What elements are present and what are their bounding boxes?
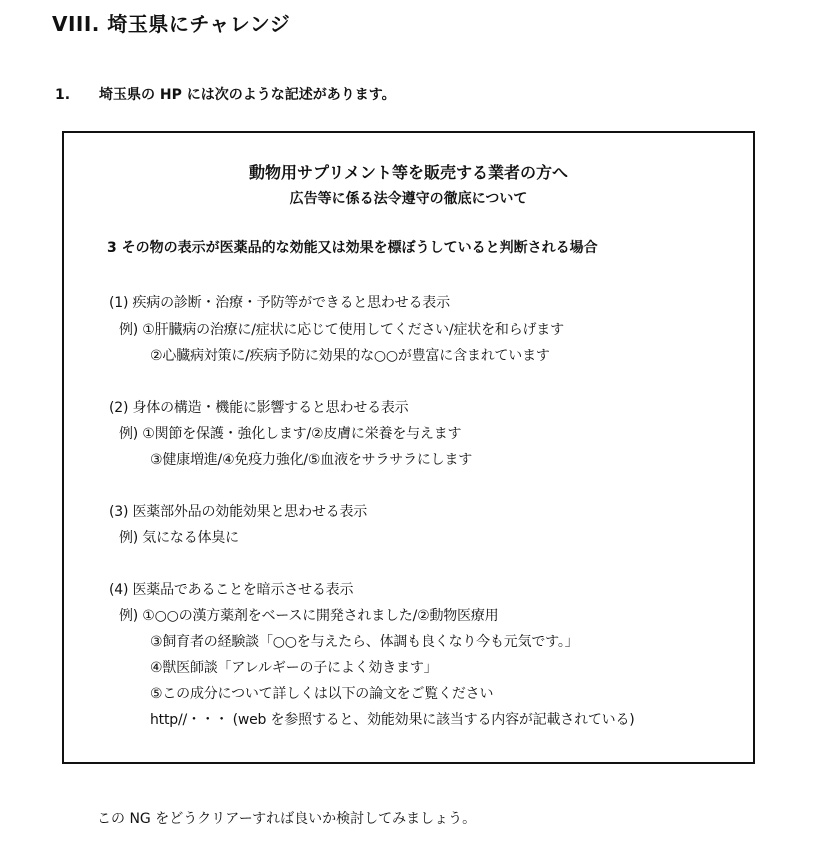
- item-heading: (4) 医薬品であることを暗示させる表示: [109, 582, 354, 598]
- question-text: 埼玉県の HP には次のような記述があります。: [99, 87, 396, 103]
- example-line: 例) ①肝臓病の治療に/症状に応じて使用してください/症状を和らげます: [119, 322, 564, 338]
- quote-box: [62, 131, 755, 764]
- example-line: 例) ①○○の漢方薬剤をベースに開発されました/②動物医療用: [119, 608, 499, 624]
- section-title: VIII. 埼玉県にチャレンジ: [52, 12, 291, 36]
- question: [55, 84, 396, 104]
- item-heading: (2) 身体の構造・機能に影響すると思わせる表示: [109, 400, 409, 416]
- example-line: ③健康増進/④免疫力強化/⑤血液をサラサラにします: [150, 452, 473, 468]
- box-heading: 3 その物の表示が医薬品的な効能又は効果を標ぼうしていると判断される場合: [107, 240, 598, 256]
- item-heading: (1) 疾病の診断・治療・予防等ができると思わせる表示: [109, 295, 450, 311]
- question-number: 1.: [55, 87, 71, 103]
- example-line: 例) 気になる体臭に: [119, 530, 239, 546]
- example-line: http//・・・ (web を参照すると、効能効果に該当する内容が記載されている): [150, 712, 635, 728]
- footer-prompt: この NG をどうクリアーすれば良いか検討してみましょう。: [97, 811, 477, 827]
- box-subtitle: 広告等に係る法令遵守の徹底について: [289, 191, 528, 207]
- example-line: ③飼育者の経験談「○○を与えたら、体調も良くなり今も元気です。」: [150, 634, 579, 650]
- example-line: 例) ①関節を保護・強化します/②皮膚に栄養を与えます: [119, 426, 462, 442]
- example-line: ⑤この成分について詳しくは以下の論文をご覧ください: [150, 686, 494, 702]
- example-line: ④獣医師談「アレルギーの子によく効きます」: [150, 660, 438, 676]
- box-title: 動物用サプリメント等を販売する業者の方へ: [248, 163, 569, 182]
- item-heading: (3) 医薬部外品の効能効果と思わせる表示: [109, 504, 368, 520]
- example-line: ②心臓病対策に/疾病予防に効果的な○○が豊富に含まれています: [150, 348, 550, 364]
